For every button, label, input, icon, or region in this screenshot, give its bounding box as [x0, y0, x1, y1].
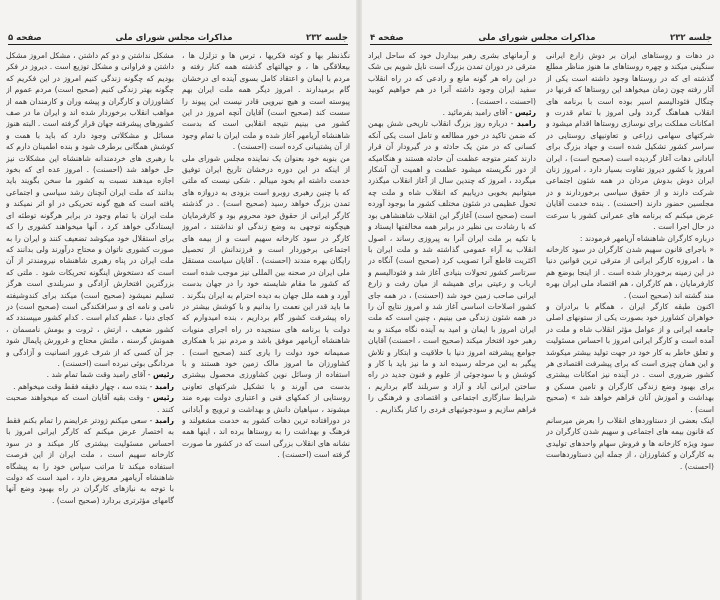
left-page — [0, 0, 356, 600]
right-page — [362, 0, 720, 600]
session-number: جلسه ۲۳۲ — [670, 33, 712, 43]
paragraph — [182, 153, 350, 461]
paragraph: رامبد - بنده سه ، چهار دقیقه فقط وقت میخواهم . — [13, 381, 174, 391]
text-column-left — [6, 50, 174, 595]
paragraph-text: اکنون طبقه کارگر ایران ، همگام با برادران و خواهران کشاورز خود بصورت یکی از ستونهای اصلی جامعه ایرانی و از عوامل مؤثر انقلاب شاه و ملت در آمده است و کارگر ایرانی امروز با احساس مسئولیت و تعلق خاطر به کار خود در جهت تولید بیشتر میکوشد و این همان چیزی است که برای پیشرفت اقتصادی هر کشور ضروری است . در آینده نیز امکانات بیشتری برای بهبود وضع زندگی کارگران و تامین مسکن و بهداشت و آموزش آنان فراهم خواهد شد » (صحیح است) . — [546, 301, 714, 414]
paragraph-text: آقای رامبد بفرمائید . — [442, 108, 508, 118]
paragraph-text: نگذنظر بها و کوته فکریها ، ترس ها و تزلزل ها ، بیعلاقگی ها ، و جهالتهای گذشته همه کنار رفته و مردم با ایمان و اعتقاد کامل بسوی آینده ای درخشان گام برمیدارند . امروز دیگر همه ملت ایران بهم پیوسته است و هیچ نیرویی قادر نیست این پیوند را سست کند (صحیح است) آقایان آنچه امروز در این کشور می بینیم نتیجه انقلابی است که بدست شاهنشاه آریامهر آغاز شده و ملت ایران با تمام وجود از آن پشتیبانی کرده است (احسنت) . — [182, 51, 350, 152]
paragraph-text: وقت بقیه آقایان است که میخواهند صحبت کنند . — [6, 393, 174, 414]
paragraph — [546, 233, 714, 244]
text-column-right — [546, 50, 714, 595]
paragraph: رئیس - وقت بقیه آقایان است که میخواهند صحبت کنند . — [6, 393, 174, 414]
text-column-left — [368, 50, 536, 595]
paragraph-text: مشکل نداشتن و دو کم داشتن ، مشکل امروز مشکل داشتن و فراوانی و مشکل توزیع است . دیروز در فکر بودیم که چگونه زندگی کنیم امروز در این فکریم که چگونه بهتر زندگی کنیم (صحیح است) مردم عموم از کشاورزان و کارگران و پیشه وران و کارمندان همه از مواهب انقلاب برخوردار شده اند و ایران ما در صف کشورهای پیشرفته جهان قرار گرفته است . البته هنوز مسائل و مشکلاتی وجود دارد که باید با همت و کوشش همگانی برطرف شود و بنده اطمینان دارم که با رهبری های خردمندانه شاهنشاه این مشکلات نیز حل خواهد شد (احسنت) . امروز عده ای که بخود اجازه میدهند نسبت به کشور ما سخن بگویند باید بدانند که ملت ایران آنچنان رشد سیاسی و اجتماعی یافته است که هیچ گونه تحریکی در او اثر نمیکند و ملت ایران با تمام وجود در برابر هرگونه توطئه ای ایستادگی خواهد کرد ، آنها میخواهند کشوری را که برای استقلال خود میکوشد تضعیف کنند و ایران را به صورت کشوری ناتوان و محتاج درآورند ولی بدانند که ملت ایران در پناه رهبری شاهنشاه نیرومندتر از آن است که دستخوش اینگونه تحریکات شود . ملتی که بزرگترین افتخارش آزادگی و سربلندی است هرگز تسلیم نمیشود (صحیح است) میکند برای کندوشیفته نامی و نامه ای و سرافکندگی است (صحیح است) در کجای دنیا ، عظم کدام است . کدام کشور میپسندد که کشور ضعیف ، ارتش ، ثروت و بومش نامسمان ، همونش گرسنه ، ملتش محتاج و غرورش پایمال شود جز آن کسی که از شرف غرور انسانیت و آزادگی و مردانگی بوئی نبرده است (احسنت) . — [6, 51, 174, 368]
paragraph-text: درباره کارگران شاهنشاه آریامهر فرمودند : — [579, 233, 714, 243]
paragraph — [546, 301, 714, 415]
paragraph — [546, 50, 714, 233]
publication-title: مذاکرات مجلس شورای ملی — [115, 33, 233, 43]
text-column-right — [182, 50, 350, 595]
speaker-name: رئیس — [152, 370, 174, 380]
paragraph: رئیس - آقای رامبد وقت شما تمام شد . — [46, 370, 174, 380]
page-header — [8, 30, 348, 45]
page-number: صفحه ۵ — [8, 33, 42, 43]
speaker-name: رامبد — [516, 119, 536, 129]
paragraph — [546, 244, 714, 301]
session-number: جلسه ۲۳۲ — [306, 33, 348, 43]
paragraph — [182, 50, 350, 153]
paragraph-text: و آرمانهای بشری رهبر بیداردل خود که ساحل ایراد مترقی در دوران تمدن بزرگ است نایل شویم بی شک در این راه هر گونه مانع و رادعی که در راه انقلاب سفید ایران وجود داشته آنرا در هم خواهیم کوبید (احسنت ، احسنت) . — [368, 51, 536, 106]
paragraph — [368, 50, 536, 107]
paragraph-text: سعی میکنم زودتر عرایضم را تمام بکنم فقط به اختصار عرض میکنم که کارگر ایرانی امروز با احساس مسئولیت بیشتری کار میکند و در سود کارخانه سهیم است ، ملت ایران از این فرصت استفاده میکند تا مراتب سپاس خود را به پیشگاه شاهنشاه آریامهر معروض دارد ، امید است که دولت با توجه به نیازهای کارگران در راه بهبود وضع آنها گامهای مؤثرتری بردارد (صحیح است) . — [6, 416, 174, 505]
paragraph: رئیس - آقای رامبد بفرمائید . — [442, 108, 536, 118]
paragraph: رامبد - سعی میکنم زودتر عرایضم را تمام بکنم فقط به اختصار عرض میکنم که کارگر ایرانی امروز با احساس مسئولیت بیشتری کار میکند و در سود کارخانه سهیم است ، ملت ایران از این فرصت استفاده میکند تا مراتب سپاس خود را به پیشگاه شاهنشاه آریامهر معروض دارد ، امید است که دولت با توجه به نیازهای کارگران در راه بهبود وضع آنها گامهای مؤثرتری بردارد (صحیح است) . — [6, 416, 174, 505]
paragraph: رامبد - درباره روز بزرگ انقلاب تاریخی شش بهمن که ضمن تاکید در خور مطالعه و تامل است یکی آنکه کسانی که در متن یک حادثه و در گیرودار آن قرار دارند کمتر متوجه عظمت آن حادثه هستند و هنگامیکه از دور نگریسته میشود عظمت و اهمیت آن آشکار میگردد ، امروز که چندین سال از آغاز انقلاب میگذرد میتوانیم بخوبی دریابیم که انقلاب شاه و ملت چه تحول عظیمی در شئون مختلف کشور ما بوجود آورده است (صحیح است) آغازگر این انقلاب شاهنشاهی بود که با رشادت بی نظیر در برابر همه مخالفتها ایستاد و با تکیه بر ملت ایران آنرا به پیروزی رساند ، اصول انقلاب به آراء عمومی گذاشته شد و ملت ایران با اکثریت قاطع آنرا تصویب کرد (صحیح است) آنگاه در سرتاسر کشور تحولات بنیادی آغاز شد و فئودالیسم و ارباب و رعیتی برای همیشه از میان رفت و زارع ایرانی صاحب زمین خود شد (احسنت) ، در همه جای کشور اصلاحات اساسی آغاز شد و امروز نتایج آن را در همه شئون زندگی می بینیم ، چنین است که ملت ایران امروز با ایمان و امید به آینده نگاه میکند و به رهبر خود افتخار میکند (صحیح است ، احسنت) آقایان جوامع پیشرفته امروز دنیا با خلاقیت و ابتکار و تلاش پیگیر به این مرحله رسیده اند و ما نیز باید با کار و کوشش و با سودجوئی از علوم و فنون جدید در راه ساختن ایرانی آباد و آزاد و سربلند گام برداریم ، شرایط سازگاری اجتماعی و اقتصادی و فرهنگی را فراهم سازیم و سودجوئیهای فردی را کنار بگذاریم . — [368, 119, 536, 414]
page-header — [370, 30, 712, 45]
speaker-name: رامبد — [154, 416, 174, 425]
paragraph-text: اینک بعضی از دستاوردهای انقلاب را بعرض میرسانم که قانون بیمه های اجتماعی و سهیم شدن کارگران در سود ویژه کارخانه ها و فروش سهام واحدهای تولیدی به کارگران و کشاورزان ، از جمله این دستاوردهاست (احسنت) . — [546, 416, 714, 471]
paragraph-text: « باجرای قانون سهیم شدن کارگران در سود کارخانه ها ، امروزه کارگر ایرانی از مترقی ترین قوانین دنیا در این زمینه برخوردار شده است . از اینجا بوضع هم کارفرمایان ، هم کارگران ، هم اقتصاد ملی ایران بهره مند گشته اند (صحیح است) . — [546, 244, 714, 300]
paragraph-text: من بنوبه خود بعنوان یک نماینده مجلس شورای ملی از اینکه در این دوره درخشان تاریخ ایران توفیق خدمت داشته ام بخود میبالم . شکی نیست که ملتی که با چنین رهبری روبرو است بزودی به دروازه های تمدن بزرگ خواهد رسید (صحیح است) . در گذشته کارگر ایرانی از حقوق خود محروم بود و کارفرمایان هیچگونه توجهی به وضع زندگی او نداشتند ، امروز کارگر در سود کارخانه سهیم است و از بیمه های اجتماعی برخوردار است و فرزندانش از تحصیل رایگان بهره مندند (احسنت) . آقایان سیاست مستقل ملی ایران در صحنه بین المللی نیز موجب شده است که کشور ما مقام شایسته خود را در جهان بدست آورد و همه ملل جهان به دیده احترام به ایران بنگرند . ما باید قدر این نعمت را بدانیم و با کوشش بیشتر در راه پیشرفت کشور گام برداریم ، بنده امیدوارم که دولت با برنامه های سنجیده در راه اجرای منویات شاهنشاه آریامهر موفق باشد و مردم نیز با همکاری صمیمانه خود دولت را یاری کنند (صحیح است) . کشاورزان ما امروز مالک زمین خود هستند و با استفاده از وسائل نوین کشاورزی محصول بیشتری بدست می آورند و با تشکیل شرکتهای تعاونی روستایی از کمکهای فنی و اعتباری دولت بهره مند میشوند ، سپاهیان دانش و بهداشت و ترویج و آبادانی در دورافتاده ترین دهات کشور به خدمت مشغولند و فرهنگ و بهداشت را به روستاها برده اند ، اینها همه نشانه های انقلاب بزرگی است که در کشور ما صورت گرفته است (احسنت) . — [182, 153, 350, 460]
paragraph-text: آقای رامبد وقت شما تمام شد . — [46, 370, 146, 380]
paragraph — [546, 415, 714, 472]
speaker-name: رئیس — [152, 393, 174, 403]
paragraph-text: بنده سه ، چهار دقیقه فقط وقت میخواهم . — [13, 381, 148, 391]
speaker-name: رامبد — [154, 381, 174, 391]
page-number: صفحه ۴ — [370, 33, 404, 43]
paragraph — [6, 50, 174, 369]
publication-title: مذاکرات مجلس شورای ملی — [478, 33, 596, 43]
paragraph-text: درباره روز بزرگ انقلاب تاریخی شش بهمن که ضمن تاکید در خور مطالعه و تامل است یکی آنکه کسانی که در متن یک حادثه و در گیرودار آن قرار دارند کمتر متوجه عظمت آن حادثه هستند و هنگامیکه از دور نگریسته میشود عظمت و اهمیت آن آشکار میگردد ، امروز که چندین سال از آغاز انقلاب میگذرد میتوانیم بخوبی دریابیم که انقلاب شاه و ملت چه تحول عظیمی در شئون مختلف کشور ما بوجود آورده است (صحیح است) آغازگر این انقلاب شاهنشاهی بود که با رشادت بی نظیر در برابر همه مخالفتها ایستاد و با تکیه بر ملت ایران آنرا به پیروزی رساند ، اصول انقلاب به آراء عمومی گذاشته شد و ملت ایران با اکثریت قاطع آنرا تصویب کرد (صحیح است) آنگاه در سرتاسر کشور تحولات بنیادی آغاز شد و فئودالیسم و ارباب و رعیتی برای همیشه از میان رفت و زارع ایرانی صاحب زمین خود شد (احسنت) ، در همه جای کشور اصلاحات اساسی آغاز شد و امروز نتایج آن را در همه شئون زندگی می بینیم ، چنین است که ملت ایران امروز با ایمان و امید به آینده نگاه میکند و به رهبر خود افتخار میکند (صحیح است ، احسنت) آقایان جوامع پیشرفته امروز دنیا با خلاقیت و ابتکار و تلاش پیگیر به این مرحله رسیده اند و ما نیز باید با کار و کوشش و با سودجوئی از علوم و فنون جدید در راه ساختن ایرانی آباد و آزاد و سربلند گام برداریم ، شرایط سازگاری اجتماعی و اقتصادی و فرهنگی را فراهم سازیم و سودجوئیهای فردی را کنار بگذاریم . — [368, 119, 536, 414]
paragraph-text: در دهات و روستاهای ایران بر دوش زارع ایرانی سنگینی میکند و چهره روستاهای ما هنوز مناظر مطلع گذشته ای که در روستاها وجود داشته است یکی از آثار رفته چون زمان میخواهد این روستاها که قرنها در چنگال فئودالیسم اسیر بوده است با برنامه های انقلاب هماهنگ گردد ولی امروز با تمام قدرت و امکانات مملکت برای نوسازی روستاها اقدام میشود و شرکتهای سهامی زراعی و تعاونیهای روستایی در سراسر کشور تشکیل شده است و جهاد بزرگ برای آبادانی دهات آغاز گردیده است (صحیح است) ، ایران امروز با کشور دیروز تفاوت بسیار دارد ، امروز زنان ایران دوش بدوش مردان در همه شئون اجتماعی شرکت دارند و از حقوق سیاسی برخوردارند و در مجلسین حضور دارند (احسنت) . بنده خدمت آقایان عرض میکنم که برنامه های عمرانی کشور با سرعت در حال اجرا است . — [546, 51, 714, 232]
speaker-name: رئیس — [514, 108, 536, 118]
